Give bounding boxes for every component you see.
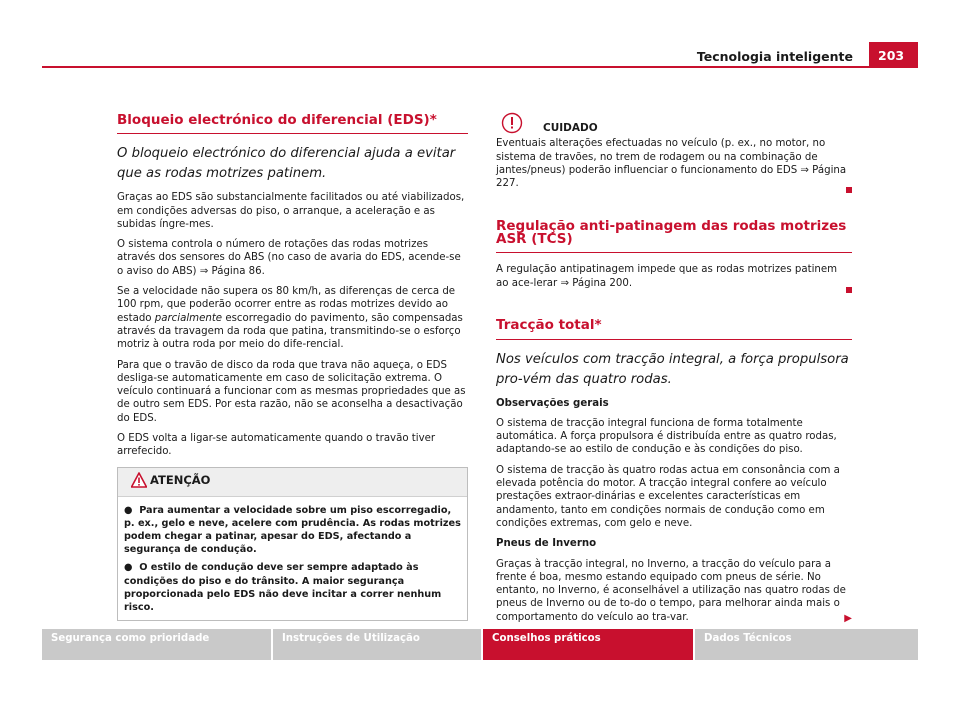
caution-note — [496, 117, 852, 198]
caution-text: Eventuais alterações efectuadas no veículo (p. ex., no motor, no sistema de travões, no trem de rodagem ou na combinação de jantes/pneus) poderão influenciar o funcionamento do EDS ⇒ Página 227. — [496, 138, 847, 190]
end-marker-icon — [846, 287, 852, 293]
eds-paragraph-2: O sistema controla o número de rotações das rodas motrizes através dos sensores do ABS (no caso de avaria do EDS, acende-se o aviso do ABS) ⇒ Página 86. — [117, 239, 461, 277]
warning-header — [118, 468, 467, 497]
warning-item: ● Para aumentar a velocidade sobre um piso escorregadio, p. ex., gelo e neve, acelere com prudência. As rodas motrizes podem chegar a patinar, apesar do EDS, afectando a segurança de condução. — [124, 504, 461, 556]
running-header-title: Tecnologia inteligente — [696, 49, 853, 64]
footer-tab-seguranca[interactable]: Segurança como prioridade — [42, 629, 271, 660]
general-paragraph-2: O sistema de tracção às quatro rodas actua em consonância com a elevada potência do motor. A tracção integral confere ao veículo prestações extraor-dinárias e excelentes características em andamento, tanto em condições normais de condução como em condições extremas, com gelo e neve. — [496, 464, 840, 529]
warning-body — [118, 497, 467, 621]
general-heading: Observações gerais — [496, 397, 609, 409]
warning-item: ● O estilo de condução deve ser sempre adaptado às condições do piso e do trânsito. A maior segurança proporcionada pelo EDS não deve incitar a correr nenhum risco. — [124, 562, 442, 614]
awd-lead: Nos veículos com tracção integral, a força propulsora pro-vém das quatro rodas. — [496, 351, 849, 387]
eds-paragraph-5: O EDS volta a ligar-se automaticamente quando o travão tiver arrefecido. — [117, 433, 436, 458]
footer-tab-instrucoes[interactable]: Instruções de Utilização — [273, 629, 481, 660]
caution-label: CUIDADO — [543, 122, 598, 134]
winter-paragraph: Graças à tracção integral, no Inverno, a tracção do veículo para a frente é boa, mesmo estando equipado com pneus de série. No entanto, no Inverno, é aconselhável a utilização nas quatro rodas de pneus de Inverno ou de to-do o tempo, para melhorar ainda mais o comportamento do veículo ao tra-var. — [496, 558, 846, 623]
eds-paragraph-1: Graças ao EDS são substancialmente facilitados ou até viabilizados, em condições adversas do piso, o arranque, a aceleração e as subidas íngre-mes. — [117, 192, 465, 230]
asr-paragraph: A regulação antipatinagem impede que as rodas motrizes patinem ao ace-lerar ⇒ Página 200. — [496, 264, 838, 289]
continue-arrow-icon: ▶ — [844, 613, 852, 625]
eds-section-title: Bloqueio electrónico do diferencial (EDS)* — [117, 114, 468, 134]
emphasis-parcialmente: parcialmente — [154, 312, 223, 324]
end-marker-icon — [846, 187, 852, 193]
awd-section-title: Tracção total* — [496, 319, 852, 339]
warning-label: ATENÇÃO — [150, 472, 211, 487]
caution-exclamation-icon — [501, 112, 523, 134]
footer-tab-dados[interactable]: Dados Técnicos — [695, 629, 918, 660]
right-column — [496, 117, 852, 625]
general-paragraph-1: O sistema de tracção integral funciona de forma totalmente automática. A força propulsora é distribuída entre as quatro rodas, adaptando-se ao estilo de condução e às condições do piso. — [496, 417, 837, 456]
warning-triangle-icon — [131, 472, 147, 488]
eds-paragraph-4: Para que o travão de disco da roda que trava não aqueça, o EDS desliga-se automaticamente em caso de solicitação extrema. O veículo continuará a funcionar com as mesmas propriedades que as de outro sem EDS. Por esta razão, não se aconselha a desactivação do EDS. — [117, 359, 466, 424]
eds-lead: O bloqueio electrónico do diferencial ajuda a evitar que as rodas motrizes patinem. — [117, 146, 456, 182]
eds-paragraph-3: Se a velocidade não supera os 80 km/h, as diferenças de cerca de 100 rpm, que poderão ocorrer entre as rodas motrizes devido ao estado parcialmente escorregadio do pavimento, são compensadas através da travagem da roda que patina, transmitindo-se o esforço motriz à outra roda por meio do dife-rencial. — [117, 286, 463, 351]
header-rule — [42, 66, 918, 68]
winter-heading: Pneus de Inverno — [496, 538, 597, 550]
left-column — [117, 114, 468, 621]
warning-box — [117, 467, 468, 622]
asr-section-title: Regulação anti-patinagem das rodas motrizes ASR (TCS) — [496, 220, 852, 254]
footer-tab-conselhos[interactable]: Conselhos práticos — [483, 629, 693, 660]
page-number: 203 — [869, 42, 918, 67]
